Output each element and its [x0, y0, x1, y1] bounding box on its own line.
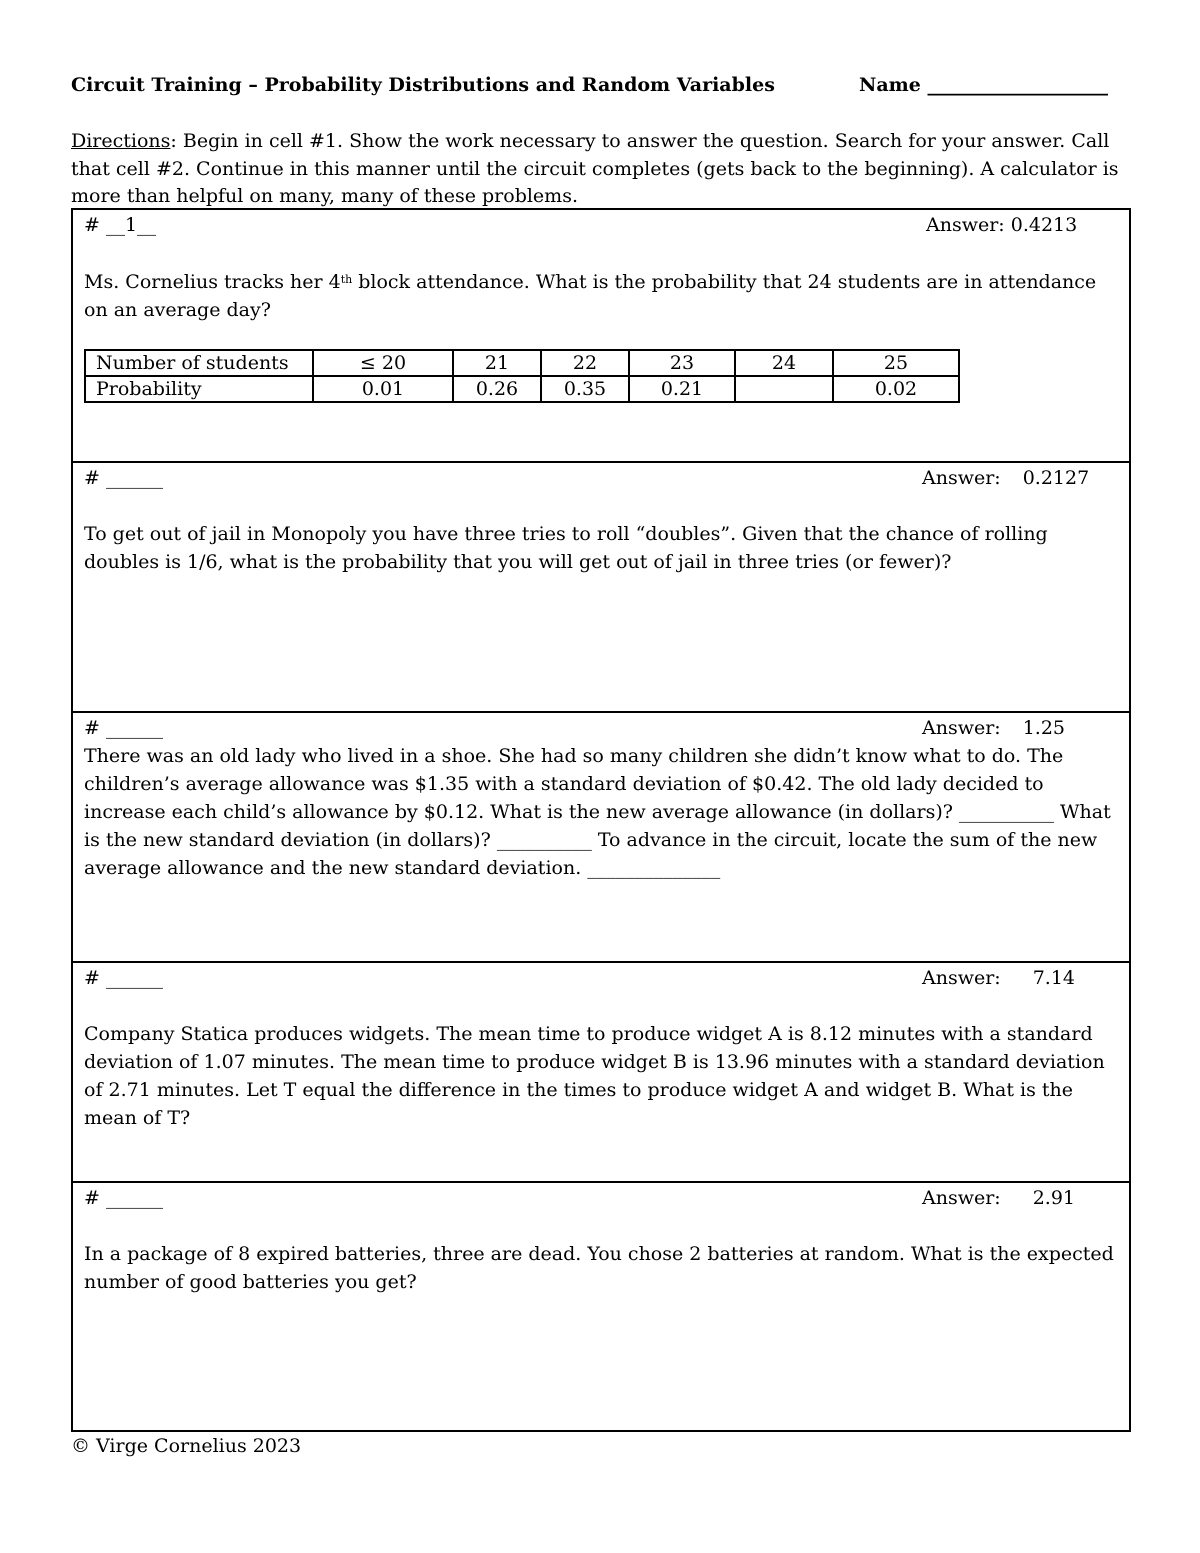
question-text-start: Ms. Cornelius tracks her 4 — [84, 271, 341, 293]
table-value-cell: 0.26 — [453, 376, 541, 402]
question-superscript: th — [340, 273, 353, 286]
table-header-cell: 22 — [541, 350, 629, 376]
directions-paragraph — [71, 128, 1131, 211]
table-header-cell: 21 — [453, 350, 541, 376]
cell-number: # __1__ — [84, 214, 157, 236]
circuit-cell-2 — [73, 463, 1129, 713]
answer-label: Answer: — [922, 717, 1001, 739]
answer-label: Answer: — [922, 467, 1001, 489]
circuit-cell-3 — [73, 713, 1129, 963]
question-text-end: block attendance. What is the probability that 24 students are in attendance on an average day? — [84, 271, 1097, 321]
cell-question: To get out of jail in Monopoly you have three tries to roll “doubles”. Given that the chance of rolling doubles is 1/6, what is the probability that you will get out of jail in three tries (or fewer)? — [84, 523, 1048, 573]
row-label-probability: Probability — [85, 376, 313, 402]
copyright-footer: © Virge Cornelius 2023 — [71, 1435, 302, 1457]
table-value-cell: 0.02 — [833, 376, 959, 402]
table-row — [85, 376, 959, 402]
cell-number: # ______ — [84, 967, 163, 989]
circuit-cell-4 — [73, 963, 1129, 1183]
cell-answer — [926, 214, 1077, 236]
answer-value: 7.14 — [1032, 967, 1076, 989]
cell-number: # ______ — [84, 1187, 163, 1209]
table-value-cell: 0.21 — [629, 376, 735, 402]
table-value-cell: 0.35 — [541, 376, 629, 402]
answer-value: 0.2127 — [1022, 467, 1090, 489]
circuit-cell-5 — [73, 1183, 1129, 1430]
cell-answer — [922, 967, 1075, 989]
table-header-cell: 25 — [833, 350, 959, 376]
answer-value: 2.91 — [1032, 1187, 1076, 1209]
answer-label: Answer: — [926, 214, 1005, 236]
answer-label: Answer: — [922, 967, 1001, 989]
table-header-cell: 23 — [629, 350, 735, 376]
table-value-cell: 0.01 — [313, 376, 453, 402]
attendance-table — [84, 349, 960, 403]
cell-answer — [922, 1187, 1075, 1209]
cell-question — [84, 268, 1114, 324]
directions-text: : Begin in cell #1. Show the work necessary to answer the question. Search for your answer. Call that cell #2. Continue in this manner until the circuit completes (gets back to the beginning). A calculator is more than helpful on many, many of these problems. — [71, 130, 1119, 207]
cell-question: In a package of 8 expired batteries, three are dead. You chose 2 batteries at random. What is the expected number of good batteries you get? — [84, 1243, 1114, 1293]
circuit-grid — [71, 208, 1131, 1432]
directions-label: Directions — [71, 130, 171, 152]
row-label-students: Number of students — [85, 350, 313, 376]
answer-value: 1.25 — [1022, 717, 1066, 739]
name-field-label: Name ___________________ — [859, 74, 1108, 96]
cell-question: There was an old lady who lived in a shoe. She had so many children she didn’t know what to do. The children’s average allowance was $1.35 with a standard deviation of $0.42. The old lady decided to increase each child’s allowance by $0.12. What is the new average allowance (in dollars)? __________ What is the new standard deviation (in dollars)? __________ To advance in the circuit, locate the sum of the new average allowance and the new standard deviation. ______________ — [84, 745, 1111, 879]
answer-value: 0.4213 — [1010, 214, 1078, 236]
table-row — [85, 350, 959, 376]
cell-answer — [922, 467, 1089, 489]
answer-label: Answer: — [922, 1187, 1001, 1209]
worksheet-title: Circuit Training – Probability Distributions and Random Variables — [71, 74, 775, 96]
circuit-cell-1 — [73, 210, 1129, 463]
table-value-cell-blank — [735, 376, 833, 402]
cell-number: # ______ — [84, 467, 163, 489]
cell-question: Company Statica produces widgets. The mean time to produce widget A is 8.12 minutes with a standard deviation of 1.07 minutes. The mean time to produce widget B is 13.96 minutes with a standard deviation of 2.71 minutes. Let T equal the difference in the times to produce widget A and widget B. What is the mean of T? — [84, 1023, 1105, 1129]
cell-answer — [922, 717, 1065, 739]
table-header-cell: ≤ 20 — [313, 350, 453, 376]
cell-number: # ______ — [84, 717, 163, 739]
table-header-cell: 24 — [735, 350, 833, 376]
